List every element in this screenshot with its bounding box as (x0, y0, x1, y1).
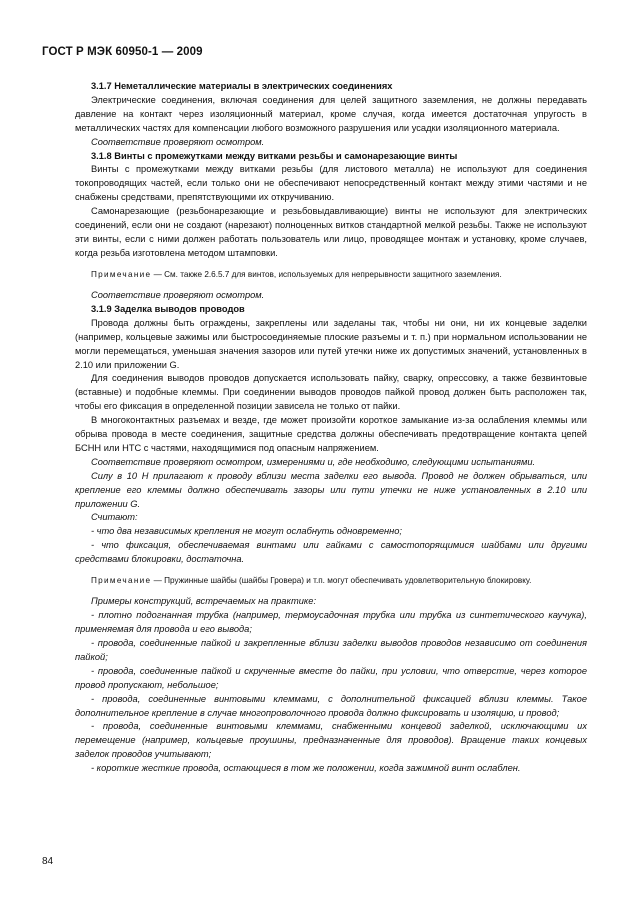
list-item: - провода, соединенные винтовыми клеммами, с дополнительной фиксацией вблизи клеммы. Такое дополнительное крепление в случае многопроволочного провода должно фиксировать и изоляцию, и провод; (75, 693, 587, 718)
compliance-statement: Соответствие проверяют осмотром. (91, 136, 265, 147)
note-label: Примечание (91, 269, 152, 279)
paragraph: Электрические соединения, включая соединения для целей защитного заземления, не должны передавать давление на контакт через изоляционный материал, кроме случая, когда имеется достаточная упругость в металлических частях для компенсации любого возможного разрушения или усадки изоляционного материала. (75, 94, 587, 133)
list-item: - короткие жесткие провода, остающиеся в том же положении, когда зажимной винт ослаблен. (91, 763, 521, 774)
paragraph: В многоконтактных разъемах и везде, где может произойти короткое замыкание из-за ослабления клеммы или обрыва провода в месте соединения, защитные средства должны обеспечивать предотвращение контакта цепей БСНН или НТС с частями, находящимися под опасным напряжением. (75, 415, 587, 453)
note-text: — См. также 2.6.5.7 для винтов, используемых для непрерывности защитного заземления. (151, 269, 502, 279)
paragraph: Провода должны быть ограждены, закреплены или заделаны так, чтобы ни они, ни их концевые заделки (например, кольцевые зажимы или быстросоединяемые плоские разъемы и т. п.) при нормальном использовании не могли перемещаться, уменьшая значения зазоров или путей утечки ниже их допустимых значений, установленных в 2.10 или приложении G. (75, 317, 587, 370)
list-item: - что фиксация, обеспечиваемая винтами или гайками с самостопорящимися шайбами или другими средствами блокировки, достаточна. (75, 540, 587, 565)
note-label: Примечание (91, 576, 152, 586)
paragraph: Самонарезающие (резьбонарезающие и резьбовыдавливающие) винты не используют для электрических соединений, если они не создают (нарезают) полноценных витков стандартной мелкой резьбы. Также не используют эти винты, если с ними должен работать пользователь или лицо, проводящее монтаж и установку, кроме случаев, когда резьба изготовлена методом штамповки. (75, 206, 587, 258)
page-number: 84 (42, 856, 54, 867)
note-text: — Пружинные шайбы (шайбы Гровера) и т.п. могут обеспечивать удовлетворительную блокировку. (151, 576, 532, 586)
document-body (75, 80, 587, 776)
paragraph: Винты с промежутками между витками резьбы (для листового металла) не используют для соединения токопроводящих частей, если только они не обеспечивают непосредственный контакт между этими частями и не снабжены средствами, препятствующими их откручиванию. (75, 164, 587, 203)
compliance-statement: Соответствие проверяют осмотром. (91, 289, 265, 300)
test-description: Силу в 10 Н прилагают к проводу вблизи места заделки его вывода. Провод не должен обрываться, или крепление его клеммы должно обеспечивать зазоры или пути утечки не ниже установленных в 2.10 или приложении G. (75, 470, 587, 509)
document-header: ГОСТ Р МЭК 60950-1 — 2009 (42, 46, 203, 58)
note (75, 575, 587, 587)
note (75, 269, 587, 281)
list-item: - провода, соединенные винтовыми клеммами, снабженными концевой заделкой, исключающими их перемещение (например, кольцевые проушины, предназначенные для проводов). Вращение таких концевых заделок проводов учитывают; (75, 721, 587, 760)
compliance-statement: Соответствие проверяют осмотром, измерениями и, где необходимо, следующими испытаниями. (91, 456, 536, 467)
section-3-1-7-title: 3.1.7 Неметаллические материалы в электрических соединениях (91, 81, 393, 91)
list-item: - провода, соединенные пайкой и закрепленные вблизи заделки выводов проводов независимо от соединения пайкой; (75, 638, 587, 662)
list-item: - что два независимых крепления не могут ослабнуть одновременно; (91, 526, 403, 537)
examples-label: Примеры конструкций, встречаемых на практике: (91, 596, 317, 607)
section-3-1-9-title: 3.1.9 Заделка выводов проводов (91, 303, 245, 314)
section-3-1-8-title: 3.1.8 Винты с промежутками между витками резьбы и самонарезающие винты (91, 150, 458, 161)
list-item: - плотно подогнанная трубка (например, термоусадочная трубка или трубка из синтетического каучука), применяемая для провода и его вывода; (75, 610, 587, 635)
list-item: - провода, соединенные пайкой и скрученные вместе до пайки, при условии, что отверстие, через которое провод пропускают, небольшое; (75, 665, 587, 690)
paragraph: Для соединения выводов проводов допускается использовать пайку, сварку, опрессовку, а также безвинтовые (вставные) и подобные клеммы. При соединении выводов проводов пайкой провод должен быть расположен так, чтобы его фиксация в определенной позиции зависела не только от пайки. (75, 373, 587, 412)
consider-label: Считают: (91, 512, 138, 523)
